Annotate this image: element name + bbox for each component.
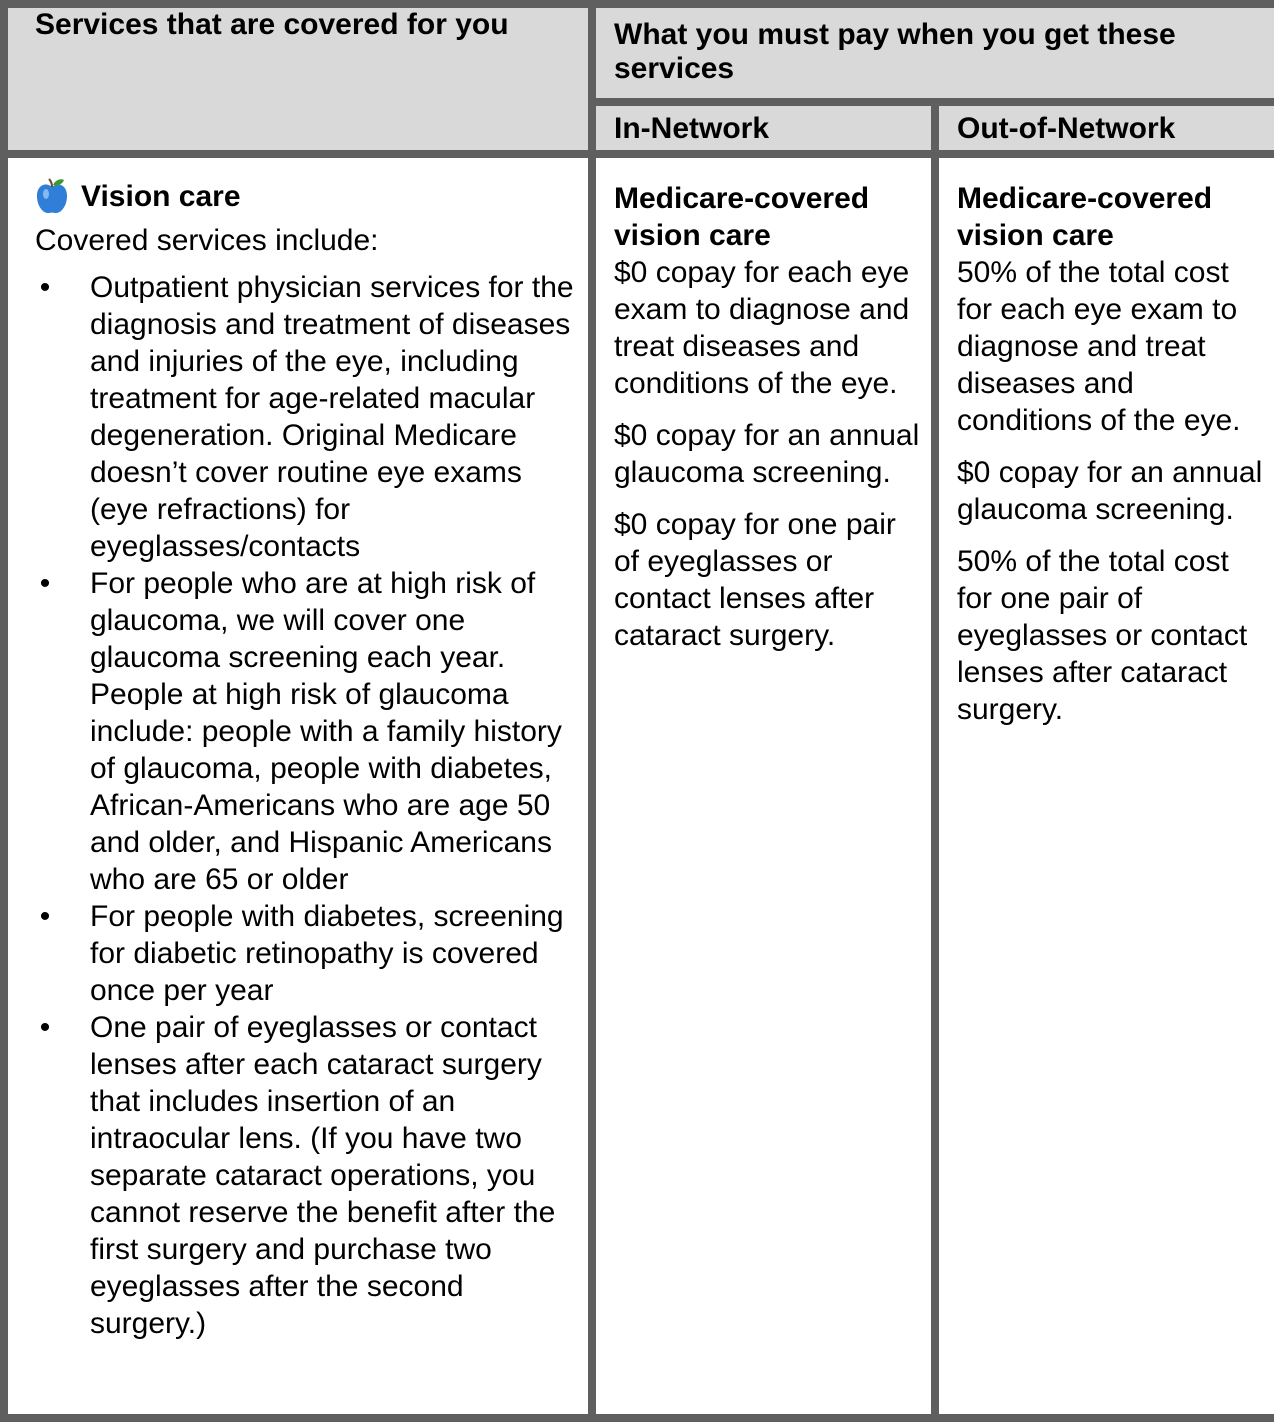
- list-item-text: One pair of eyeglasses or contact lenses after each cataract surgery that includes insertion of an intraocular lens. (If you have two separate cataract operations, you cannot reserve the benefit after the first surgery and purchase two eyeglasses after the second surgery.): [90, 1011, 556, 1340]
- in-network-eye-exam: $0 copay for each eye exam to diagnose and treat diseases and conditions of the eye.: [614, 256, 910, 400]
- list-item-text: Outpatient physician services for the diagnosis and treatment of diseases and injuries of the eye, including treatment for age-related macular degeneration. Original Medicare doesn’t cover routine eye exams (eye refractions) for eyeglasses/contacts: [90, 271, 574, 563]
- in-network-title: Medicare-covered vision care: [614, 182, 870, 252]
- out-of-network-cell: [935, 154, 1274, 1418]
- list-item: [35, 1009, 578, 1342]
- in-network-glaucoma: $0 copay for an annual glaucoma screening.: [614, 419, 920, 489]
- section-title: [35, 174, 578, 218]
- apple-icon: [35, 177, 69, 215]
- list-item: [35, 269, 578, 565]
- header-services: Services that are covered for you: [4, 4, 592, 154]
- list-item: [35, 565, 578, 898]
- out-of-network-title: Medicare-covered vision care: [957, 182, 1213, 252]
- in-network-eyeglasses: $0 copay for one pair of eyeglasses or contact lenses after cataract surgery.: [614, 508, 896, 652]
- out-of-network-glaucoma: $0 copay for an annual glaucoma screening.: [957, 456, 1263, 526]
- header-what-you-pay: What you must pay when you get these services: [592, 4, 1274, 102]
- header-in-network: In-Network: [592, 102, 935, 154]
- bullet: •: [39, 900, 51, 933]
- bullet: •: [39, 567, 51, 600]
- services-cell: [4, 154, 592, 1418]
- list-item-text: For people with diabetes, screening for diabetic retinopathy is covered once per year: [90, 900, 564, 1007]
- out-of-network-eyeglasses: 50% of the total cost for one pair of eyeglasses or contact lenses after cataract surgery.: [957, 545, 1248, 726]
- header-out-of-network: Out-of-Network: [935, 102, 1274, 154]
- list-item: [35, 898, 578, 1009]
- out-of-network-eye-exam: 50% of the total cost for each eye exam to diagnose and treat diseases and conditions of the eye.: [957, 256, 1241, 437]
- in-network-cell: [592, 154, 935, 1418]
- bullet: •: [39, 271, 51, 304]
- intro-text: Covered services include:: [35, 224, 379, 257]
- bullet: •: [39, 1011, 51, 1044]
- covered-services-list: [35, 269, 578, 1342]
- list-item-text: For people who are at high risk of glaucoma, we will cover one glaucoma screening each year. People at high risk of glaucoma include: people with a family history of glaucoma, people with diabetes, African-Americans who are age 50 and older, and Hispanic Americans who are 65 or older: [90, 567, 562, 896]
- section-title-text: Vision care: [81, 179, 241, 213]
